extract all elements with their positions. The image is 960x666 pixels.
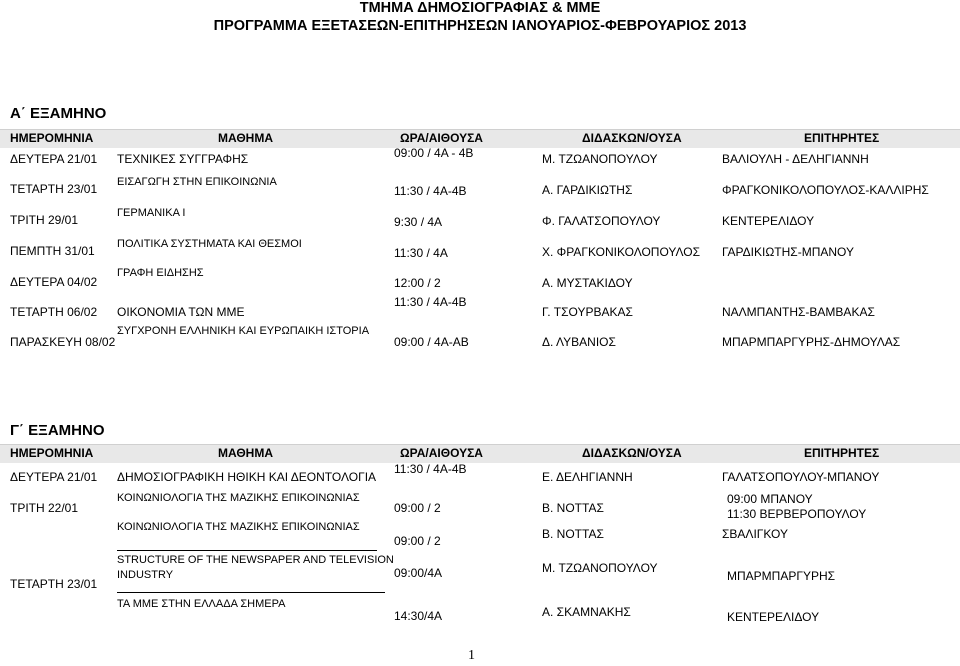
sem-a-row3-date: ΤΡΙΤΗ 29/01 (10, 213, 79, 227)
sem-a-row1-teacher: Μ. ΤΖΩΑΝΟΠΟΥΛΟΥ (542, 152, 658, 166)
col-header-course-c: ΜΑΘΗΜΑ (218, 446, 274, 460)
sem-c-row3-time: 09:00 / 2 (394, 534, 441, 548)
sem-c-row2-teacher: Β. ΝΟΤΤΑΣ (542, 501, 604, 515)
sem-a-row1-proctors: ΒΑΛΙΟΥΛΗ - ΔΕΛΗΓΙΑΝΝΗ (722, 152, 869, 166)
sem-c-row3-proctors: ΣΒΑΛΙΓΚΟΥ (722, 527, 788, 541)
sem-a-row5-teacher: Α. ΜΥΣΤΑΚΙΔΟΥ (542, 276, 633, 290)
col-header-teacher-c: ΔΙΔΑΣΚΩΝ/ΟΥΣΑ (582, 446, 682, 460)
program-title: ΠΡΟΓΡΑΜΜΑ ΕΞΕΤΑΣΕΩΝ-ΕΠΙΤΗΡΗΣΕΩΝ ΙΑΝΟΥΑΡΙΟΣ-ΦΕΒΡΟΥΑΡΙΟΣ 2013 (213, 18, 747, 34)
semester-c-header-rule (0, 444, 960, 445)
page-number: 1 (468, 648, 475, 663)
sem-c-row2-proctors-2: 11:30 ΒΕΡΒΕΡΟΠΟΥΛΟΥ (727, 507, 867, 521)
sem-a-row6-date: ΤΕΤΑΡΤΗ 06/02 (10, 305, 98, 319)
semester-a-header-rule (0, 129, 960, 130)
sem-c-row2-proctors-1: 09:00 ΜΠΑΝΟΥ (727, 492, 813, 506)
sem-c-row2-date: ΤΡΙΤΗ 22/01 (10, 501, 79, 515)
col-header-time-c: ΩΡΑ/ΑΙΘΟΥΣΑ (400, 446, 483, 460)
sem-c-row4-teacher: Μ. ΤΖΩΑΝΟΠΟΥΛΟΥ (542, 561, 658, 575)
sem-c-row5-proctors: ΚΕΝΤΕΡΕΛΙΔΟΥ (727, 610, 820, 624)
sem-a-row2-teacher: Α. ΓΑΡΔΙΚΙΩΤΗΣ (542, 183, 633, 197)
sem-a-row6-proctors: ΝΑΛΜΠΑΝΤΗΣ-ΒΑΜΒΑΚΑΣ (722, 305, 875, 319)
course-separator-line (117, 550, 377, 551)
sem-a-row4-proctors: ΓΑΡΔΙΚΙΩΤΗΣ-ΜΠΑΝΟΥ (722, 245, 854, 259)
col-header-proctors-c: ΕΠΙΤΗΡΗΤΕΣ (804, 446, 880, 460)
sem-c-row4-course-line2: INDUSTRY (117, 569, 174, 581)
sem-a-row5-date: ΔΕΥΤΕΡΑ 04/02 (10, 275, 98, 289)
sem-a-row4-course: ΠΟΛΙΤΙΚΑ ΣΥΣΤΗΜΑΤΑ ΚΑΙ ΘΕΣΜΟΙ (117, 238, 302, 250)
sem-c-row5-course: ΤΑ ΜΜΕ ΣΤΗΝ ΕΛΛΑΔΑ ΣΗΜΕΡΑ (117, 598, 286, 610)
sem-a-row6-teacher: Γ. ΤΣΟΥΡΒΑΚΑΣ (542, 305, 633, 319)
sem-a-row6-time: 11:30 / 4Α-4Β (394, 295, 467, 309)
sem-c-row2-time: 09:00 / 2 (394, 501, 441, 515)
col-header-time: ΩΡΑ/ΑΙΘΟΥΣΑ (400, 131, 483, 145)
department-title: ΤΜΗΜΑ ΔΗΜΟΣΙΟΓΡΑΦΙΑΣ & ΜΜΕ (359, 0, 601, 16)
semester-a-title: Α΄ ΕΞΑΜΗΝΟ (10, 105, 107, 122)
sem-a-row3-time: 9:30 / 4Α (394, 215, 443, 229)
sem-c-row5-teacher: Α. ΣΚΑΜΝΑΚΗΣ (542, 605, 631, 619)
sem-a-row5-time: 12:00 / 2 (394, 276, 441, 290)
sem-a-row2-proctors: ΦΡΑΓΚΟΝΙΚΟΛΟΠΟΥΛΟΣ-ΚΑΛΛΙΡΗΣ (722, 183, 929, 197)
sem-a-row7-time: 09:00 / 4Α-ΑΒ (394, 335, 469, 349)
sem-c-row1-teacher: Ε. ΔΕΛΗΓΙΑΝΝΗ (542, 470, 633, 484)
semester-c-title: Γ΄ ΕΞΑΜΗΝΟ (10, 422, 105, 439)
sem-c-row5-time: 14:30/4Α (394, 609, 443, 623)
sem-c-row4-proctors: ΜΠΑΡΜΠΑΡΓΥΡΗΣ (727, 569, 836, 583)
sem-a-row7-course: ΣΥΓΧΡΟΝΗ ΕΛΛΗΝΙΚΗ ΚΑΙ ΕΥΡΩΠΑΙΚΗ ΙΣΤΟΡΙΑ (117, 325, 370, 337)
sem-a-row4-teacher: Χ. ΦΡΑΓΚΟΝΙΚΟΛΟΠΟΥΛΟΣ (542, 245, 701, 259)
course-separator-line (117, 592, 385, 593)
sem-c-row2-course: ΚΟΙΝΩΝΙΟΛΟΓΙΑ ΤΗΣ ΜΑΖΙΚΗΣ ΕΠΙΚΟΙΝΩΝΙΑΣ (117, 492, 360, 504)
sem-a-row6-course: ΟΙΚΟΝΟΜΙΑ ΤΩΝ ΜΜΕ (117, 305, 245, 319)
sem-a-row3-proctors: ΚΕΝΤΕΡΕΛΙΔΟΥ (722, 214, 815, 228)
sem-a-row5-course: ΓΡΑΦΗ ΕΙΔΗΣΗΣ (117, 267, 204, 279)
sem-c-row1-proctors: ΓΑΛΑΤΣΟΠΟΥΛΟΥ-ΜΠΑΝΟΥ (722, 470, 880, 484)
sem-c-row1-date: ΔΕΥΤΕΡΑ 21/01 (10, 470, 98, 484)
sem-a-row2-course: ΕΙΣΑΓΩΓΗ ΣΤΗΝ ΕΠΙΚΟΙΝΩΝΙΑ (117, 176, 277, 188)
sem-a-row1-time: 09:00 / 4Α - 4Β (394, 146, 474, 160)
sem-a-row3-course: ΓΕΡΜΑΝΙΚΑ Ι (117, 207, 186, 219)
sem-c-row3-teacher: Β. ΝΟΤΤΑΣ (542, 527, 604, 541)
sem-c-row3-course: ΚΟΙΝΩΝΙΟΛΟΓΙΑ ΤΗΣ ΜΑΖΙΚΗΣ ΕΠΙΚΟΙΝΩΝΙΑΣ (117, 521, 360, 533)
col-header-proctors: ΕΠΙΤΗΡΗΤΕΣ (804, 131, 880, 145)
sem-a-row2-time: 11:30 / 4Α-4Β (394, 184, 467, 198)
sem-c-row4-time: 09:00/4Α (394, 566, 443, 580)
col-header-date: ΗΜΕΡΟΜΗΝΙΑ (10, 131, 94, 145)
sem-a-row7-proctors: ΜΠΑΡΜΠΑΡΓΥΡΗΣ-ΔΗΜΟΥΛΑΣ (722, 335, 901, 349)
sem-c-wednesday-date: ΤΕΤΑΡΤΗ 23/01 (10, 577, 98, 591)
sem-a-row7-teacher: Δ. ΛΥΒΑΝΙΟΣ (542, 335, 616, 349)
col-header-date-c: ΗΜΕΡΟΜΗΝΙΑ (10, 446, 94, 460)
sem-a-row4-date: ΠΕΜΠΤΗ 31/01 (10, 244, 95, 258)
sem-a-row1-course: ΤΕΧΝΙΚΕΣ ΣΥΓΓΡΑΦΗΣ (117, 152, 249, 166)
sem-a-row4-time: 11:30 / 4Α (394, 246, 448, 260)
sem-a-row1-date: ΔΕΥΤΕΡΑ 21/01 (10, 152, 98, 166)
sem-c-row4-course-line1: STRUCTURE OF THE NEWSPAPER AND TELEVISION (117, 554, 394, 566)
col-header-teacher: ΔΙΔΑΣΚΩΝ/ΟΥΣΑ (582, 131, 682, 145)
sem-a-row7-date: ΠΑΡΑΣΚΕΥΗ 08/02 (10, 335, 116, 349)
col-header-course: ΜΑΘΗΜΑ (218, 131, 274, 145)
sem-c-row1-time: 11:30 / 4Α-4Β (394, 462, 467, 476)
sem-a-row3-teacher: Φ. ΓΑΛΑΤΣΟΠΟΥΛΟΥ (542, 214, 661, 228)
sem-c-row1-course: ΔΗΜΟΣΙΟΓΡΑΦΙΚΗ ΗΘΙΚΗ ΚΑΙ ΔΕΟΝΤΟΛΟΓΙΑ (117, 470, 377, 484)
sem-a-row2-date: ΤΕΤΑΡΤΗ 23/01 (10, 182, 98, 196)
